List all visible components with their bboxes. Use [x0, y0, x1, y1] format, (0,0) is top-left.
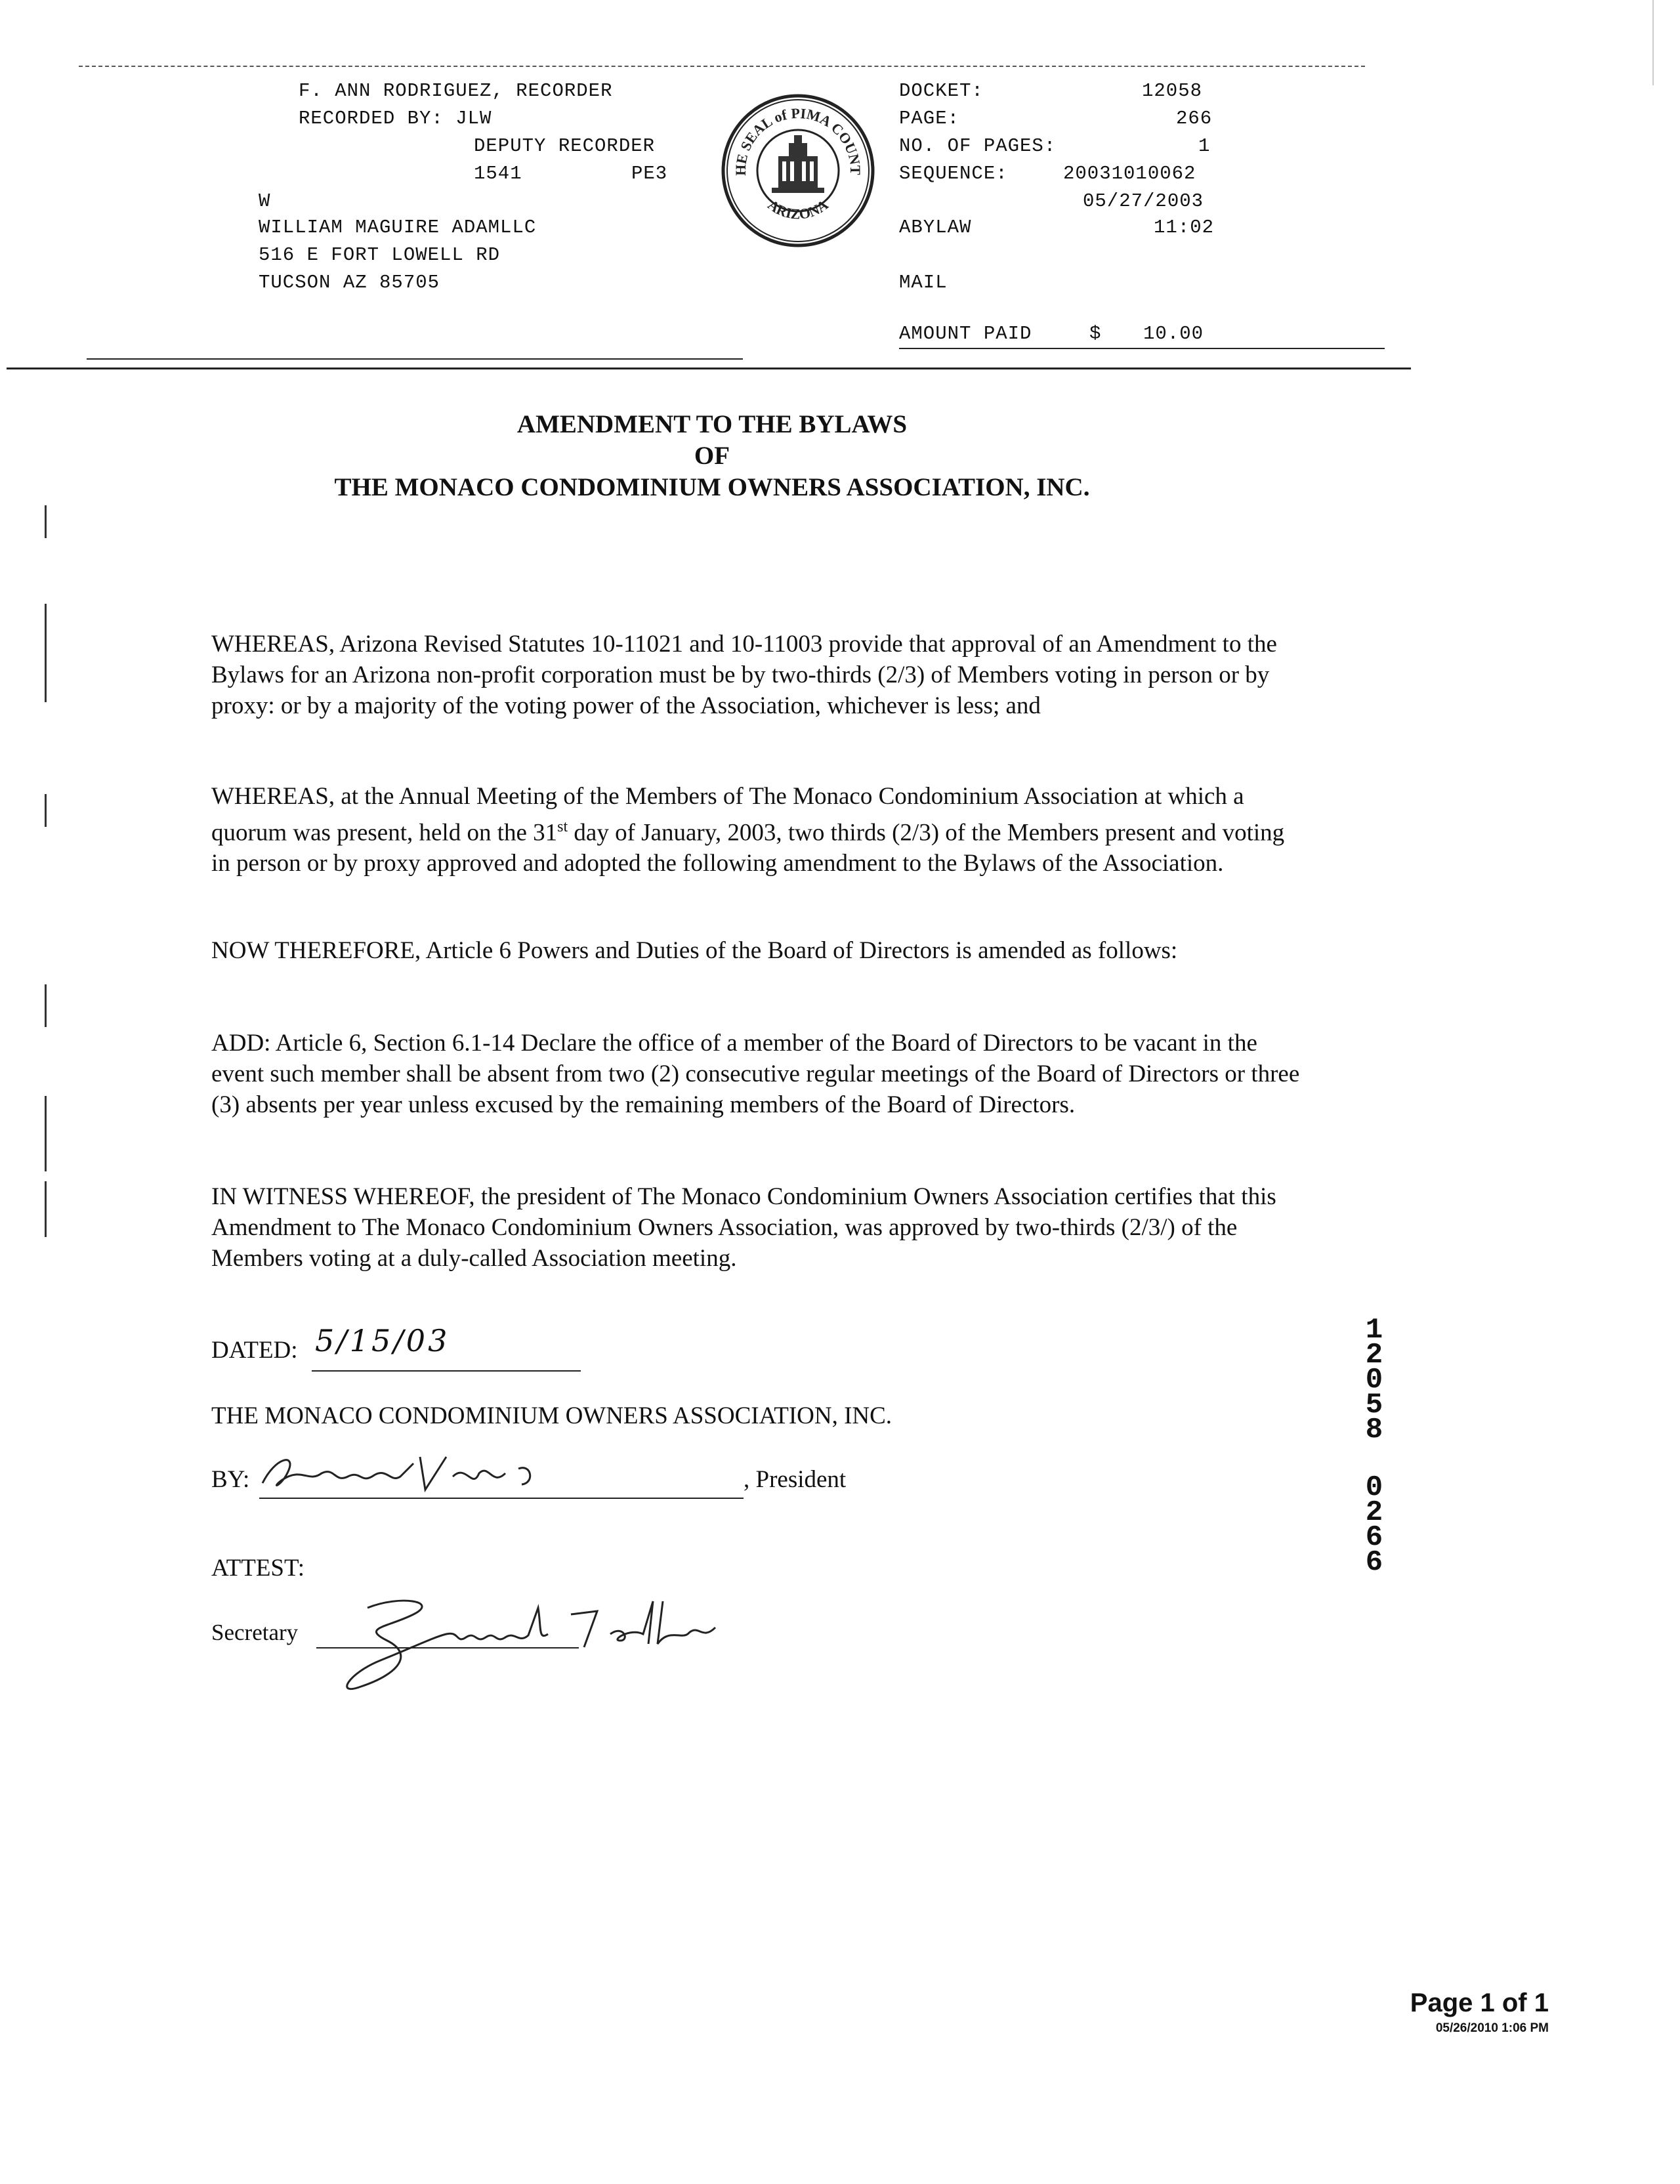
secretary-signature — [322, 1588, 768, 1706]
margin-mark — [45, 794, 47, 827]
header-rule-left — [87, 358, 743, 360]
margin-mark — [45, 1181, 47, 1237]
recorder-code-right: PE3 — [631, 163, 668, 184]
margin-mark — [45, 984, 47, 1027]
recording-date: 05/27/2003 — [1083, 190, 1204, 212]
margin-mark — [45, 1096, 47, 1171]
side-digit: 2 — [1365, 1496, 1383, 1529]
secretary-label: Secretary — [211, 1620, 299, 1645]
pages-value: 1 — [1198, 135, 1211, 157]
association-name: THE MONACO CONDOMINIUM OWNERS ASSOCIATION, INC. — [211, 1402, 892, 1429]
sequence-value: 20031010062 — [1063, 163, 1196, 184]
dated-label: DATED: — [211, 1337, 298, 1364]
seal-text-bottom: ARIZONA — [765, 196, 831, 222]
whereas-paragraph-2 — [211, 781, 1301, 879]
ordinal-suffix: st — [557, 818, 568, 835]
document-title-line1: AMENDMENT TO THE BYLAWS — [516, 410, 908, 438]
side-digit: 1 — [1365, 1314, 1383, 1347]
side-digit: 8 — [1365, 1414, 1383, 1446]
now-therefore-paragraph: NOW THEREFORE, Article 6 Powers and Duties of the Board of Directors is amended as follows: — [211, 937, 1178, 964]
recorder-name: F. ANN RODRIGUEZ, RECORDER — [299, 80, 613, 102]
svg-text:ARIZONA — [765, 196, 831, 222]
scan-edge-line — [1652, 0, 1654, 85]
recording-time: 11:02 — [1154, 217, 1215, 238]
dated-underline — [312, 1370, 581, 1372]
header-rule-right — [899, 348, 1385, 349]
amount-currency: $ — [1089, 323, 1102, 345]
seal-icon — [719, 92, 877, 249]
document-type: ABYLAW — [899, 217, 972, 238]
amendment-add-paragraph: ADD: Article 6, Section 6.1-14 Declare the office of a member of the Board of Directors to be vacant in the event such member shall be absent from two (2) consecutive regular meetings of the Board of Directors or three (3) absents per year unless excused by the remaining members of the Board of Directors. — [211, 1030, 1300, 1118]
side-digit: 5 — [1365, 1389, 1383, 1421]
attest-label: ATTEST: — [211, 1555, 305, 1582]
sequence-label: SEQUENCE: — [899, 163, 1008, 184]
page-label: PAGE: — [899, 108, 960, 129]
side-digit: 0 — [1365, 1364, 1383, 1396]
whereas-2-text-b: day of January, 2003, two thirds (2/3) of the Members present and voting in person or by proxy approved and adopted the following amendment to the Bylaws of the Association. — [211, 819, 1285, 877]
dated-handwritten: 5/15/03 — [315, 1323, 450, 1358]
docket-label: DOCKET: — [899, 80, 984, 102]
amount-value: 10.00 — [1143, 323, 1204, 345]
president-label: , President — [744, 1466, 847, 1493]
county-seal — [719, 92, 877, 249]
president-signature — [256, 1444, 558, 1503]
in-witness-paragraph: IN WITNESS WHEREOF, the president of The Monaco Condominium Owners Association certifies that this Amendment to The Monaco Condominium Owners Association, was approved by two-thirds (2/3/) of the Members voting at a duly-called Association meeting. — [211, 1183, 1276, 1272]
docket-value: 12058 — [1142, 80, 1203, 102]
print-timestamp: 05/26/2010 1:06 PM — [1435, 2021, 1549, 2035]
page-indicator: Page 1 of 1 — [1410, 1988, 1549, 2017]
side-digit: 0 — [1365, 1471, 1383, 1504]
deputy-recorder: DEPUTY RECORDER — [474, 135, 656, 157]
recorded-by: RECORDED BY: JLW — [299, 108, 492, 129]
document-title-line2: OF — [694, 442, 730, 470]
seal-text-top: HE SEAL of PIMA COUNT — [732, 104, 864, 176]
whereas-2-text-a: WHEREAS, at the Annual Meeting of the Members of The Monaco Condominium Association at which a quorum was present, held on the 31 — [211, 783, 1244, 847]
recorder-w: W — [259, 190, 271, 212]
margin-mark — [45, 604, 47, 702]
amount-label: AMOUNT PAID — [899, 323, 1032, 345]
by-label: BY: — [211, 1466, 250, 1493]
recorder-code-left: 1541 — [474, 163, 522, 184]
side-digit: 6 — [1365, 1521, 1383, 1554]
top-dashed-rule — [79, 66, 1365, 67]
side-digit: 2 — [1365, 1339, 1383, 1372]
mail-label: MAIL — [899, 272, 948, 293]
page-value: 266 — [1176, 108, 1213, 129]
document-title-line3: THE MONACO CONDOMINIUM OWNERS ASSOCIATION, INC. — [334, 473, 1090, 501]
header-rule-bottom — [7, 368, 1411, 369]
margin-mark — [45, 505, 47, 538]
whereas-paragraph-1: WHEREAS, Arizona Revised Statutes 10-11021 and 10-11003 provide that approval of an Amendment to the Bylaws for an Arizona non-profit corporation must be by two-thirds (2/3) of Members voting in person or by proxy: or by a majority of the voting power of the Association, whichever is less; and — [211, 631, 1277, 719]
addressee-city: TUCSON AZ 85705 — [259, 272, 440, 293]
addressee-street: 516 E FORT LOWELL RD — [259, 244, 501, 266]
side-digit: 6 — [1365, 1546, 1383, 1579]
addressee-name: WILLIAM MAGUIRE ADAMLLC — [259, 217, 537, 238]
pages-label: NO. OF PAGES: — [899, 135, 1057, 157]
